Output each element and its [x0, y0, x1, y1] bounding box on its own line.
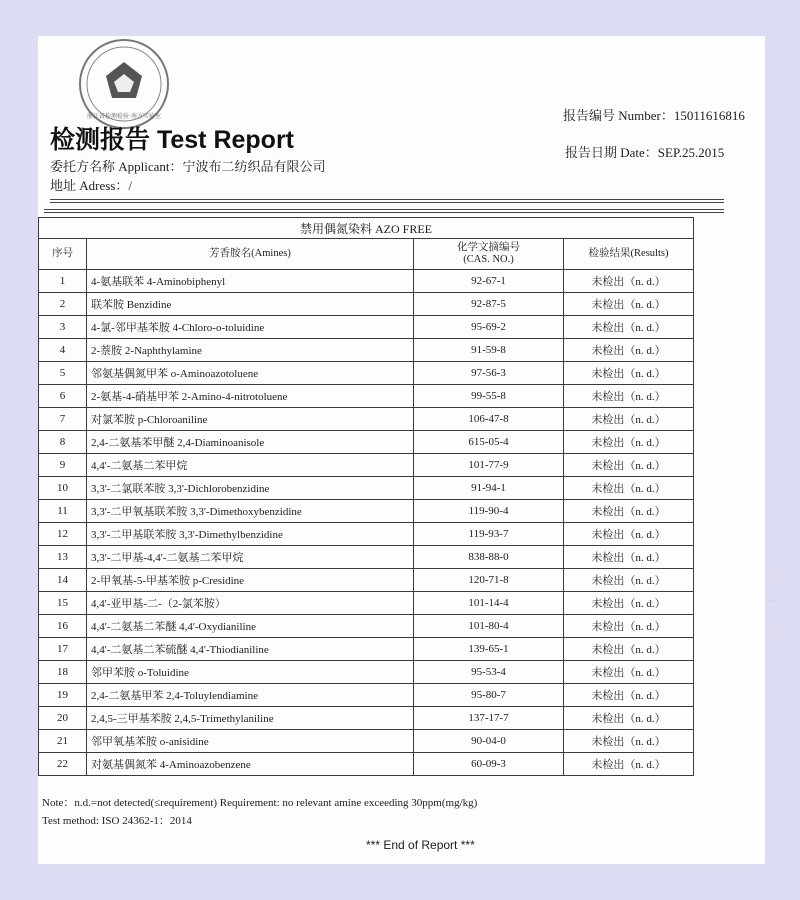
cas-number: 91-94-1	[414, 477, 564, 500]
result-value: 未检出（n. d.）	[564, 523, 694, 546]
seal-text: 浙江省检测检验·南方实验室	[87, 113, 161, 120]
cas-number: 101-77-9	[414, 454, 564, 477]
amine-name: 4,4'-二氨基二苯硫醚 4,4'-Thiodianiline	[87, 638, 414, 661]
row-number: 4	[39, 339, 87, 362]
report-date: 报告日期 Date：SEP.25.2015	[565, 145, 725, 160]
result-value: 未检出（n. d.）	[564, 316, 694, 339]
note-text: Note：n.d.=not detected(≤requirement) Requirement: no relevant amine exceeding 30ppm(mg/kg)	[42, 797, 478, 809]
table-row	[39, 454, 694, 477]
table-row	[39, 339, 694, 362]
table-row	[39, 523, 694, 546]
col-header-no: 序号	[39, 239, 87, 270]
amine-name: 2,4-二氨基甲苯 2,4-Toluylendiamine	[87, 684, 414, 707]
result-value: 未检出（n. d.）	[564, 569, 694, 592]
cas-number: 90-04-0	[414, 730, 564, 753]
row-number: 15	[39, 592, 87, 615]
amine-name: 邻甲苯胺 o-Toluidine	[87, 661, 414, 684]
table-row	[39, 661, 694, 684]
row-number: 10	[39, 477, 87, 500]
stamp-edge-mark	[773, 630, 779, 632]
row-number: 8	[39, 431, 87, 454]
result-value: 未检出（n. d.）	[564, 684, 694, 707]
amine-name: 对氨基偶氮苯 4-Aminoazobenzene	[87, 753, 414, 776]
amine-name: 4,4'-二氨基二苯甲烷	[87, 454, 414, 477]
applicant-line: 委托方名称 Applicant：宁波布二纺织品有限公司	[50, 159, 326, 174]
result-value: 未检出（n. d.）	[564, 408, 694, 431]
amine-name: 邻甲氧基苯胺 o-anisidine	[87, 730, 414, 753]
amine-name: 3,3'-二氯联苯胺 3,3'-Dichlorobenzidine	[87, 477, 414, 500]
stamp-edge-mark	[772, 575, 778, 577]
address-line: 地址 Adress：/	[50, 178, 132, 193]
row-number: 20	[39, 707, 87, 730]
row-number: 21	[39, 730, 87, 753]
amine-name: 4,4'-二氨基二苯醚 4,4'-Oxydianiline	[87, 615, 414, 638]
row-number: 1	[39, 270, 87, 293]
azo-results-table	[38, 217, 694, 776]
cas-number: 95-80-7	[414, 684, 564, 707]
table-row	[39, 707, 694, 730]
cas-number: 120-71-8	[414, 569, 564, 592]
table-row	[39, 316, 694, 339]
table-row	[39, 477, 694, 500]
cas-number: 137-17-7	[414, 707, 564, 730]
amine-name: 4,4'-亚甲基-二-（2-氯苯胺）	[87, 592, 414, 615]
result-value: 未检出（n. d.）	[564, 638, 694, 661]
amine-name: 2-萘胺 2-Naphthylamine	[87, 339, 414, 362]
result-value: 未检出（n. d.）	[564, 546, 694, 569]
row-number: 6	[39, 385, 87, 408]
divider	[44, 209, 724, 213]
cas-number: 106-47-8	[414, 408, 564, 431]
col-header-result: 检验结果(Results)	[564, 239, 694, 270]
table-row	[39, 730, 694, 753]
table-row	[39, 385, 694, 408]
col-header-cas	[414, 239, 564, 270]
table-row	[39, 569, 694, 592]
row-number: 18	[39, 661, 87, 684]
row-number: 3	[39, 316, 87, 339]
result-value: 未检出（n. d.）	[564, 615, 694, 638]
table-row	[39, 753, 694, 776]
col-header-cas-label: 化学文摘编号	[457, 242, 520, 253]
table-row	[39, 431, 694, 454]
result-value: 未检出（n. d.）	[564, 500, 694, 523]
amine-name: 联苯胺 Benzidine	[87, 293, 414, 316]
row-number: 2	[39, 293, 87, 316]
cas-number: 101-14-4	[414, 592, 564, 615]
cas-number: 91-59-8	[414, 339, 564, 362]
col-header-cas-sub: (CAS. NO.)	[463, 254, 514, 265]
row-number: 11	[39, 500, 87, 523]
result-value: 未检出（n. d.）	[564, 753, 694, 776]
cas-number: 92-87-5	[414, 293, 564, 316]
result-value: 未检出（n. d.）	[564, 454, 694, 477]
table-row	[39, 362, 694, 385]
row-number: 17	[39, 638, 87, 661]
row-number: 14	[39, 569, 87, 592]
row-number: 5	[39, 362, 87, 385]
result-value: 未检出（n. d.）	[564, 592, 694, 615]
test-method: Test method: ISO 24362-1：2014	[42, 815, 192, 827]
result-value: 未检出（n. d.）	[564, 477, 694, 500]
result-value: 未检出（n. d.）	[564, 707, 694, 730]
amine-name: 4-氯-邻甲基苯胺 4-Chloro-o-toluidine	[87, 316, 414, 339]
stamp-edge-mark	[770, 600, 776, 602]
table-row	[39, 684, 694, 707]
amine-name: 邻氨基偶氮甲苯 o-Aminoazotoluene	[87, 362, 414, 385]
row-number: 7	[39, 408, 87, 431]
cas-number: 119-93-7	[414, 523, 564, 546]
cas-number: 97-56-3	[414, 362, 564, 385]
cas-number: 99-55-8	[414, 385, 564, 408]
row-number: 12	[39, 523, 87, 546]
end-of-report: *** End of Report ***	[366, 838, 475, 852]
cas-number: 119-90-4	[414, 500, 564, 523]
result-value: 未检出（n. d.）	[564, 385, 694, 408]
result-value: 未检出（n. d.）	[564, 431, 694, 454]
page-title: 检测报告 Test Report	[50, 126, 294, 154]
row-number: 9	[39, 454, 87, 477]
table-row	[39, 546, 694, 569]
table-row	[39, 615, 694, 638]
table-title: 禁用偶氮染料 AZO FREE	[39, 218, 694, 239]
cas-number: 60-09-3	[414, 753, 564, 776]
cas-number: 101-80-4	[414, 615, 564, 638]
amine-name: 3,3'-二甲基-4,4'-二氨基二苯甲烷	[87, 546, 414, 569]
result-value: 未检出（n. d.）	[564, 339, 694, 362]
col-header-amine: 芳香胺名(Amines)	[87, 239, 414, 270]
table-row	[39, 408, 694, 431]
result-value: 未检出（n. d.）	[564, 362, 694, 385]
table-row	[39, 638, 694, 661]
cas-number: 838-88-0	[414, 546, 564, 569]
cas-number: 95-69-2	[414, 316, 564, 339]
amine-name: 2,4-二氨基苯甲醚 2,4-Diaminoanisole	[87, 431, 414, 454]
table-row	[39, 500, 694, 523]
report-number: 报告编号 Number：15011616816	[563, 108, 745, 123]
row-number: 16	[39, 615, 87, 638]
divider	[50, 199, 724, 203]
cas-number: 615-05-4	[414, 431, 564, 454]
amine-name: 3,3'-二甲基联苯胺 3,3'-Dimethylbenzidine	[87, 523, 414, 546]
amine-name: 2-氨基-4-硝基甲苯 2-Amino-4-nitrotoluene	[87, 385, 414, 408]
cas-number: 92-67-1	[414, 270, 564, 293]
result-value: 未检出（n. d.）	[564, 293, 694, 316]
amine-name: 对氯苯胺 p-Chloroaniline	[87, 408, 414, 431]
table-row	[39, 293, 694, 316]
amine-name: 4-氨基联苯 4-Aminobiphenyl	[87, 270, 414, 293]
cas-number: 95-53-4	[414, 661, 564, 684]
row-number: 22	[39, 753, 87, 776]
amine-name: 3,3'-二甲氧基联苯胺 3,3'-Dimethoxybenzidine	[87, 500, 414, 523]
row-number: 13	[39, 546, 87, 569]
amine-name: 2-甲氧基-5-甲基苯胺 p-Cresidine	[87, 569, 414, 592]
result-value: 未检出（n. d.）	[564, 730, 694, 753]
result-value: 未检出（n. d.）	[564, 661, 694, 684]
cas-number: 139-65-1	[414, 638, 564, 661]
amine-name: 2,4,5-三甲基苯胺 2,4,5-Trimethylaniline	[87, 707, 414, 730]
table-row	[39, 270, 694, 293]
result-value: 未检出（n. d.）	[564, 270, 694, 293]
table-row	[39, 592, 694, 615]
certification-seal-icon	[76, 36, 172, 132]
row-number: 19	[39, 684, 87, 707]
